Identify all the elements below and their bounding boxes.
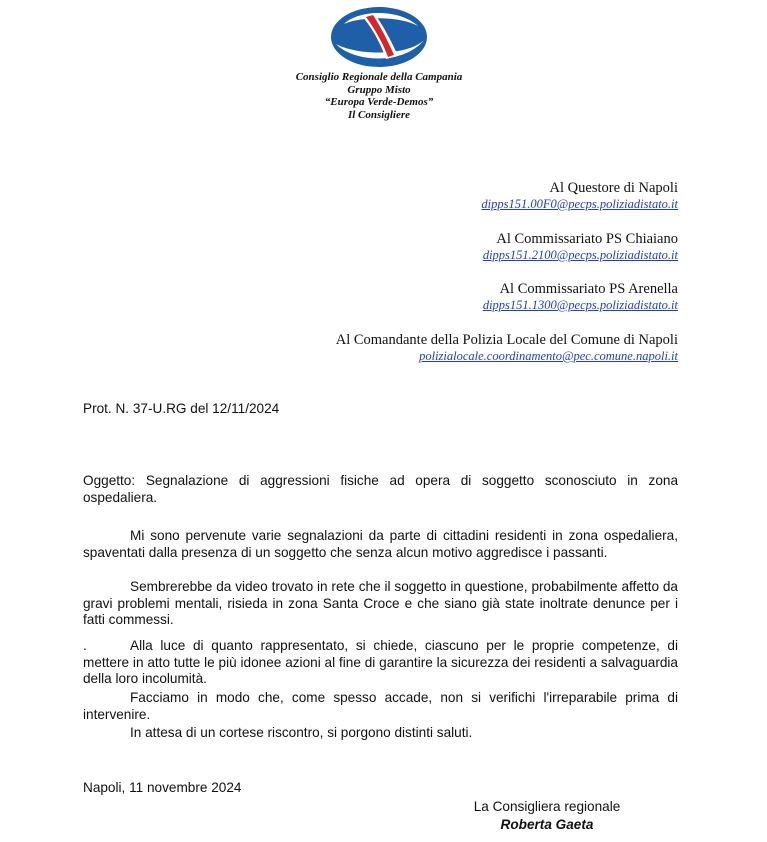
recipient-name: Al Commissariato PS Arenella (499, 281, 678, 297)
recipient-email-link[interactable]: dipps151.00F0@pecps.poliziadistato.it (481, 197, 678, 211)
recipient-name: Al Questore di Napoli (549, 180, 678, 196)
body-paragraph: In attesa di un cortese riscontro, si porgono distinti saluti. (130, 725, 473, 740)
letterhead (279, 71, 479, 121)
place-date: Napoli, 11 novembre 2024 (83, 780, 242, 795)
recipient-name: Al Commissariato PS Chiaiano (496, 231, 678, 247)
recipient-email-link[interactable]: dipps151.1300@pecps.poliziadistato.it (482, 298, 678, 312)
body-paragraph: Facciamo in modo che, come spesso accade, non si verifichi l'irreparabile prima di intervenire. (83, 690, 678, 722)
recipient-email-link[interactable]: dipps151.2100@pecps.poliziadistato.it (482, 248, 678, 262)
recipient-email-link[interactable]: polizialocale.coordinamento@pec.comune.napoli.it (419, 349, 678, 363)
body-paragraph: Sembrerebbe da video trovato in rete che il soggetto in questione, probabilmente affetto da gravi problemi mentali, risieda in zona Santa Croce e che siano già state inoltrate denunce per i fatti commessi. (83, 579, 678, 627)
recipient-polizia-locale (336, 332, 678, 364)
signature-name: Roberta Gaeta (500, 817, 594, 832)
letterhead-role: Il Consigliere (347, 108, 411, 121)
letterhead-org: Consiglio Regionale della Campania (295, 71, 463, 83)
letterhead-group: Gruppo Misto (347, 83, 411, 96)
subject-line: Oggetto: Segnalazione di aggressioni fisiche ad opera di soggetto sconosciuto in zona ospedaliera. (83, 473, 678, 505)
letterhead-party: “Europa Verde-Demos” (324, 96, 434, 108)
body-paragraph: Alla luce di quanto rappresentato, si chiede, ciascuno per le proprie competenze, di mettere in atto tutte le più idonee azioni al fine di garantire la sicurezza dei residenti a salvaguardia della loro incolumità. (83, 638, 678, 686)
recipient-questore (481, 180, 678, 212)
recipient-name: Al Comandante della Polizia Locale del Comune di Napoli (335, 332, 678, 348)
protocol-number: Prot. N. 37-U.RG del 12/11/2024 (83, 401, 280, 416)
recipient-arenella (483, 281, 678, 313)
recipient-chiaiano (483, 231, 678, 263)
signature-title: La Consigliera regionale (473, 799, 621, 814)
body-paragraph: Mi sono pervenute varie segnalazioni da parte di cittadini residenti in zona ospedaliera, spaventati dalla presenza di un soggetto che senza alcun motivo aggredisce i passanti. (83, 528, 678, 560)
stray-mark: . (83, 638, 87, 653)
signature-block (465, 798, 629, 834)
regione-campania-logo (328, 4, 430, 70)
